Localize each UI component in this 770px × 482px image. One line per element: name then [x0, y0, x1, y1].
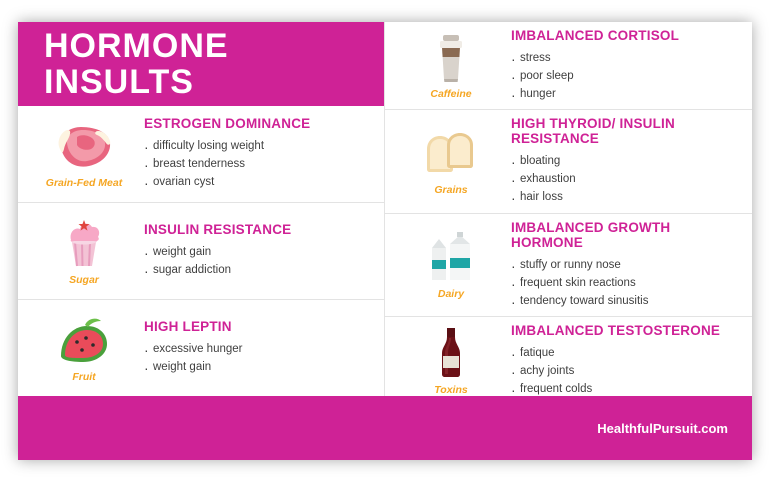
list-item: · sugar addiction: [144, 262, 374, 280]
icon-block-grains: [395, 127, 507, 196]
list-item: · hunger: [511, 86, 742, 104]
cell-insulin-resistance: [18, 203, 384, 300]
cell-content: [507, 28, 742, 103]
content-grid: [18, 22, 752, 396]
icon-block-fruit: [28, 314, 140, 383]
icon-label: Grains: [434, 184, 468, 197]
cell-heading: IMBALANCED CORTISOL: [511, 28, 680, 43]
list-item: · tendency toward sinusitis: [511, 293, 742, 311]
cupcake-icon: [59, 217, 109, 271]
footer-bar: [18, 396, 752, 460]
cell-estrogen-dominance: [18, 106, 384, 203]
symptom-list: [511, 50, 742, 103]
cell-high-thyroid-insulin-resistance: [385, 110, 752, 213]
cell-imbalanced-cortisol: [385, 22, 752, 110]
symptom-list: [144, 341, 374, 377]
cell-heading: IMBALANCED TESTOSTERONE: [511, 323, 721, 339]
icon-label: Dairy: [437, 287, 465, 300]
list-item: · exhaustion: [511, 171, 742, 189]
infographic-card: [18, 22, 752, 460]
symptom-list: [511, 153, 742, 206]
cell-imbalanced-growth-hormone: [385, 214, 752, 317]
icon-label: Fruit: [72, 370, 96, 383]
icon-block-grain-fed-meat: [28, 120, 140, 189]
list-item: · hair loss: [511, 189, 742, 207]
title-block: [18, 22, 384, 106]
symptom-list: [511, 345, 742, 398]
cell-heading: HIGH THYROID/ INSULIN RESISTANCE: [511, 116, 675, 147]
brand-credit[interactable]: HealthfulPursuit.com: [597, 420, 728, 436]
icon-block-dairy: [395, 231, 507, 300]
icon-label: Toxins: [434, 383, 468, 396]
cell-heading: HIGH LEPTIN: [144, 319, 232, 335]
cell-heading: ESTROGEN DOMINANCE: [144, 116, 311, 132]
list-item: · weight gain: [144, 359, 374, 377]
cell-high-leptin: [18, 300, 384, 396]
coffee-cup-icon: [431, 31, 471, 85]
symptom-list: [144, 244, 374, 280]
icon-label: Grain-Fed Meat: [45, 176, 123, 189]
symptom-list: [144, 138, 374, 191]
cell-imbalanced-testosterone: [385, 317, 752, 404]
right-column: [385, 22, 752, 396]
cell-content: [507, 116, 742, 206]
symptom-list: [511, 257, 742, 310]
page-title: [44, 28, 229, 100]
list-item: · excessive hunger: [144, 341, 374, 359]
list-item: · bloating: [511, 153, 742, 171]
icon-block-toxins: [395, 327, 507, 396]
left-column: [18, 22, 385, 396]
cell-content: [140, 319, 374, 377]
cell-content: [140, 222, 374, 280]
list-item: · stress: [511, 50, 742, 68]
page-title-line-1: HORMONE: [44, 26, 229, 65]
cell-content: [507, 220, 742, 310]
icon-block-sugar: [28, 217, 140, 286]
meat-icon: [53, 120, 115, 174]
list-item: · difficulty losing weight: [144, 138, 374, 156]
milk-carton-icon: [424, 231, 478, 285]
cell-heading: INSULIN RESISTANCE: [144, 222, 292, 238]
cell-content: [140, 116, 374, 191]
list-item: · poor sleep: [511, 68, 742, 86]
bread-icon: [421, 127, 481, 181]
list-item: · weight gain: [144, 244, 374, 262]
cell-content: [507, 323, 742, 398]
page-title-line-2: INSULTS: [44, 63, 194, 101]
list-item: · ovarian cyst: [144, 174, 374, 192]
list-item: · stuffy or runny nose: [511, 257, 742, 275]
watermelon-icon: [55, 314, 113, 368]
icon-label: Sugar: [69, 273, 99, 286]
list-item: · frequent skin reactions: [511, 275, 742, 293]
cell-heading: IMBALANCED GROWTH HORMONE: [511, 219, 671, 250]
list-item: · fatique: [511, 345, 742, 363]
list-item: · achy joints: [511, 363, 742, 381]
icon-label: Caffeine: [430, 88, 472, 101]
bottle-icon: [433, 327, 469, 381]
list-item: · frequent colds: [511, 381, 742, 399]
list-item: · breast tenderness: [144, 156, 374, 174]
icon-block-caffeine: [395, 31, 507, 100]
